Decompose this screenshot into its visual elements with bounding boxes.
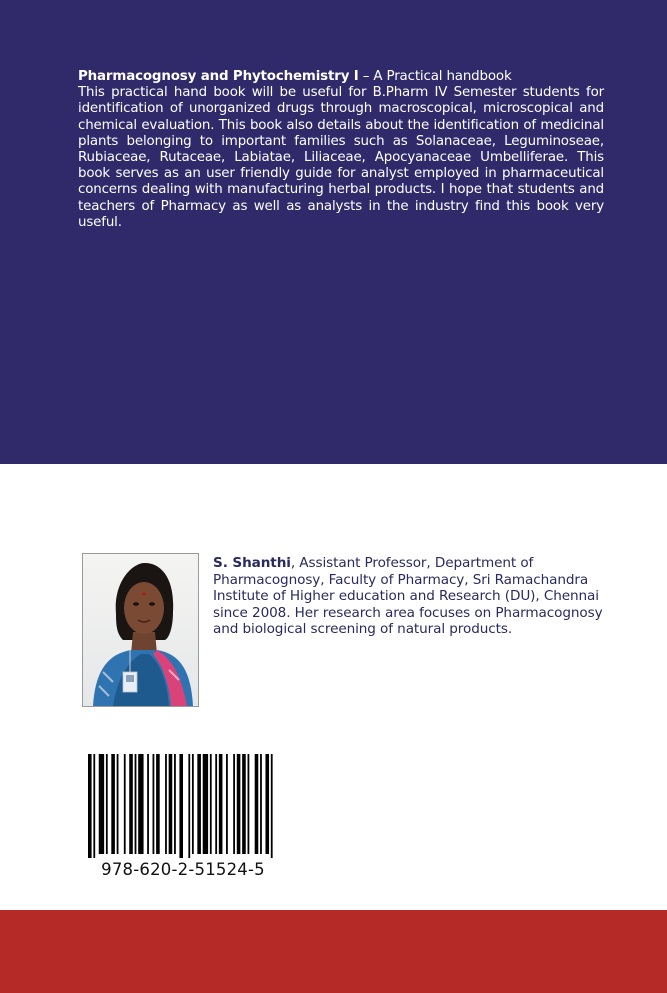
barcode-bar <box>99 754 104 854</box>
barcode-bar <box>188 754 190 858</box>
barcode-bar <box>233 754 235 854</box>
bottom-color-band <box>0 910 667 993</box>
barcode-bar <box>169 754 173 854</box>
author-bio <box>213 555 603 638</box>
author-photo <box>82 553 199 707</box>
barcode-bar <box>165 754 167 854</box>
barcode-bar <box>219 754 223 854</box>
barcode-bar <box>210 754 212 854</box>
barcode-bar <box>226 754 228 854</box>
barcode-bar <box>265 754 269 854</box>
barcode-bar <box>260 754 262 854</box>
barcode-bar <box>106 754 108 854</box>
barcode-bar <box>192 754 194 854</box>
barcode-bar <box>124 754 126 854</box>
barcode-bar <box>203 754 208 854</box>
barcode-bar <box>88 754 92 858</box>
barcode-bar <box>135 754 137 854</box>
book-title: Pharmacognosy and Phytochemistry I <box>78 69 359 84</box>
book-subtitle: – A Practical handbook <box>358 69 512 84</box>
isbn-number: 978-620-2-51524-5 <box>101 860 265 879</box>
barcode-bar <box>237 754 241 854</box>
barcode-bar <box>174 754 176 854</box>
barcode-bar <box>138 754 143 854</box>
back-cover-blurb-panel <box>0 0 667 464</box>
barcode-bar <box>248 754 250 854</box>
barcode-bar <box>255 754 259 854</box>
barcode-bar <box>271 754 273 858</box>
book-description-text: This practical hand book will be useful for B.Pharm IV Semester students for identification of unorganized drugs through macroscopical, microscopical and chemical evaluation. This book also details about the identification of medicinal plants belonging to important families such as Solanaceae, Leguminoseae, Rubiaceae, Rutaceae, Labiatae, Liliaceae, Apocyanaceae Umbelliferae. This book serves as an user friendly guide for analyst employed in pharmaceutical concerns dealing with manufacturing herbal products. I hope that students and teachers of Pharmacy as well as analysts in the industry find this book very useful. <box>78 85 604 230</box>
barcode-bar <box>117 754 119 854</box>
isbn-barcode <box>88 754 278 858</box>
barcode-bar <box>156 754 160 854</box>
barcode-bar <box>215 754 217 854</box>
book-description <box>78 69 604 231</box>
barcode-bar <box>153 754 155 854</box>
barcode-bar <box>179 754 183 858</box>
author-name: S. Shanthi <box>213 555 291 571</box>
barcode-bar <box>242 754 246 854</box>
barcode-bar <box>197 754 201 854</box>
barcode-bar <box>129 754 133 854</box>
barcode-bar <box>93 754 95 858</box>
barcode-bar <box>147 754 149 854</box>
barcode-bar <box>111 754 115 854</box>
book-title-line <box>78 69 604 85</box>
author-bio-text: , Assistant Professor, Department of Pharmacognosy, Faculty of Pharmacy, Sri Ramachandra Institute of Higher education and Research (DU), Chennai since 2008. Her research area focuses on Pharmacognosy and biological screening of natural products. <box>213 555 603 638</box>
